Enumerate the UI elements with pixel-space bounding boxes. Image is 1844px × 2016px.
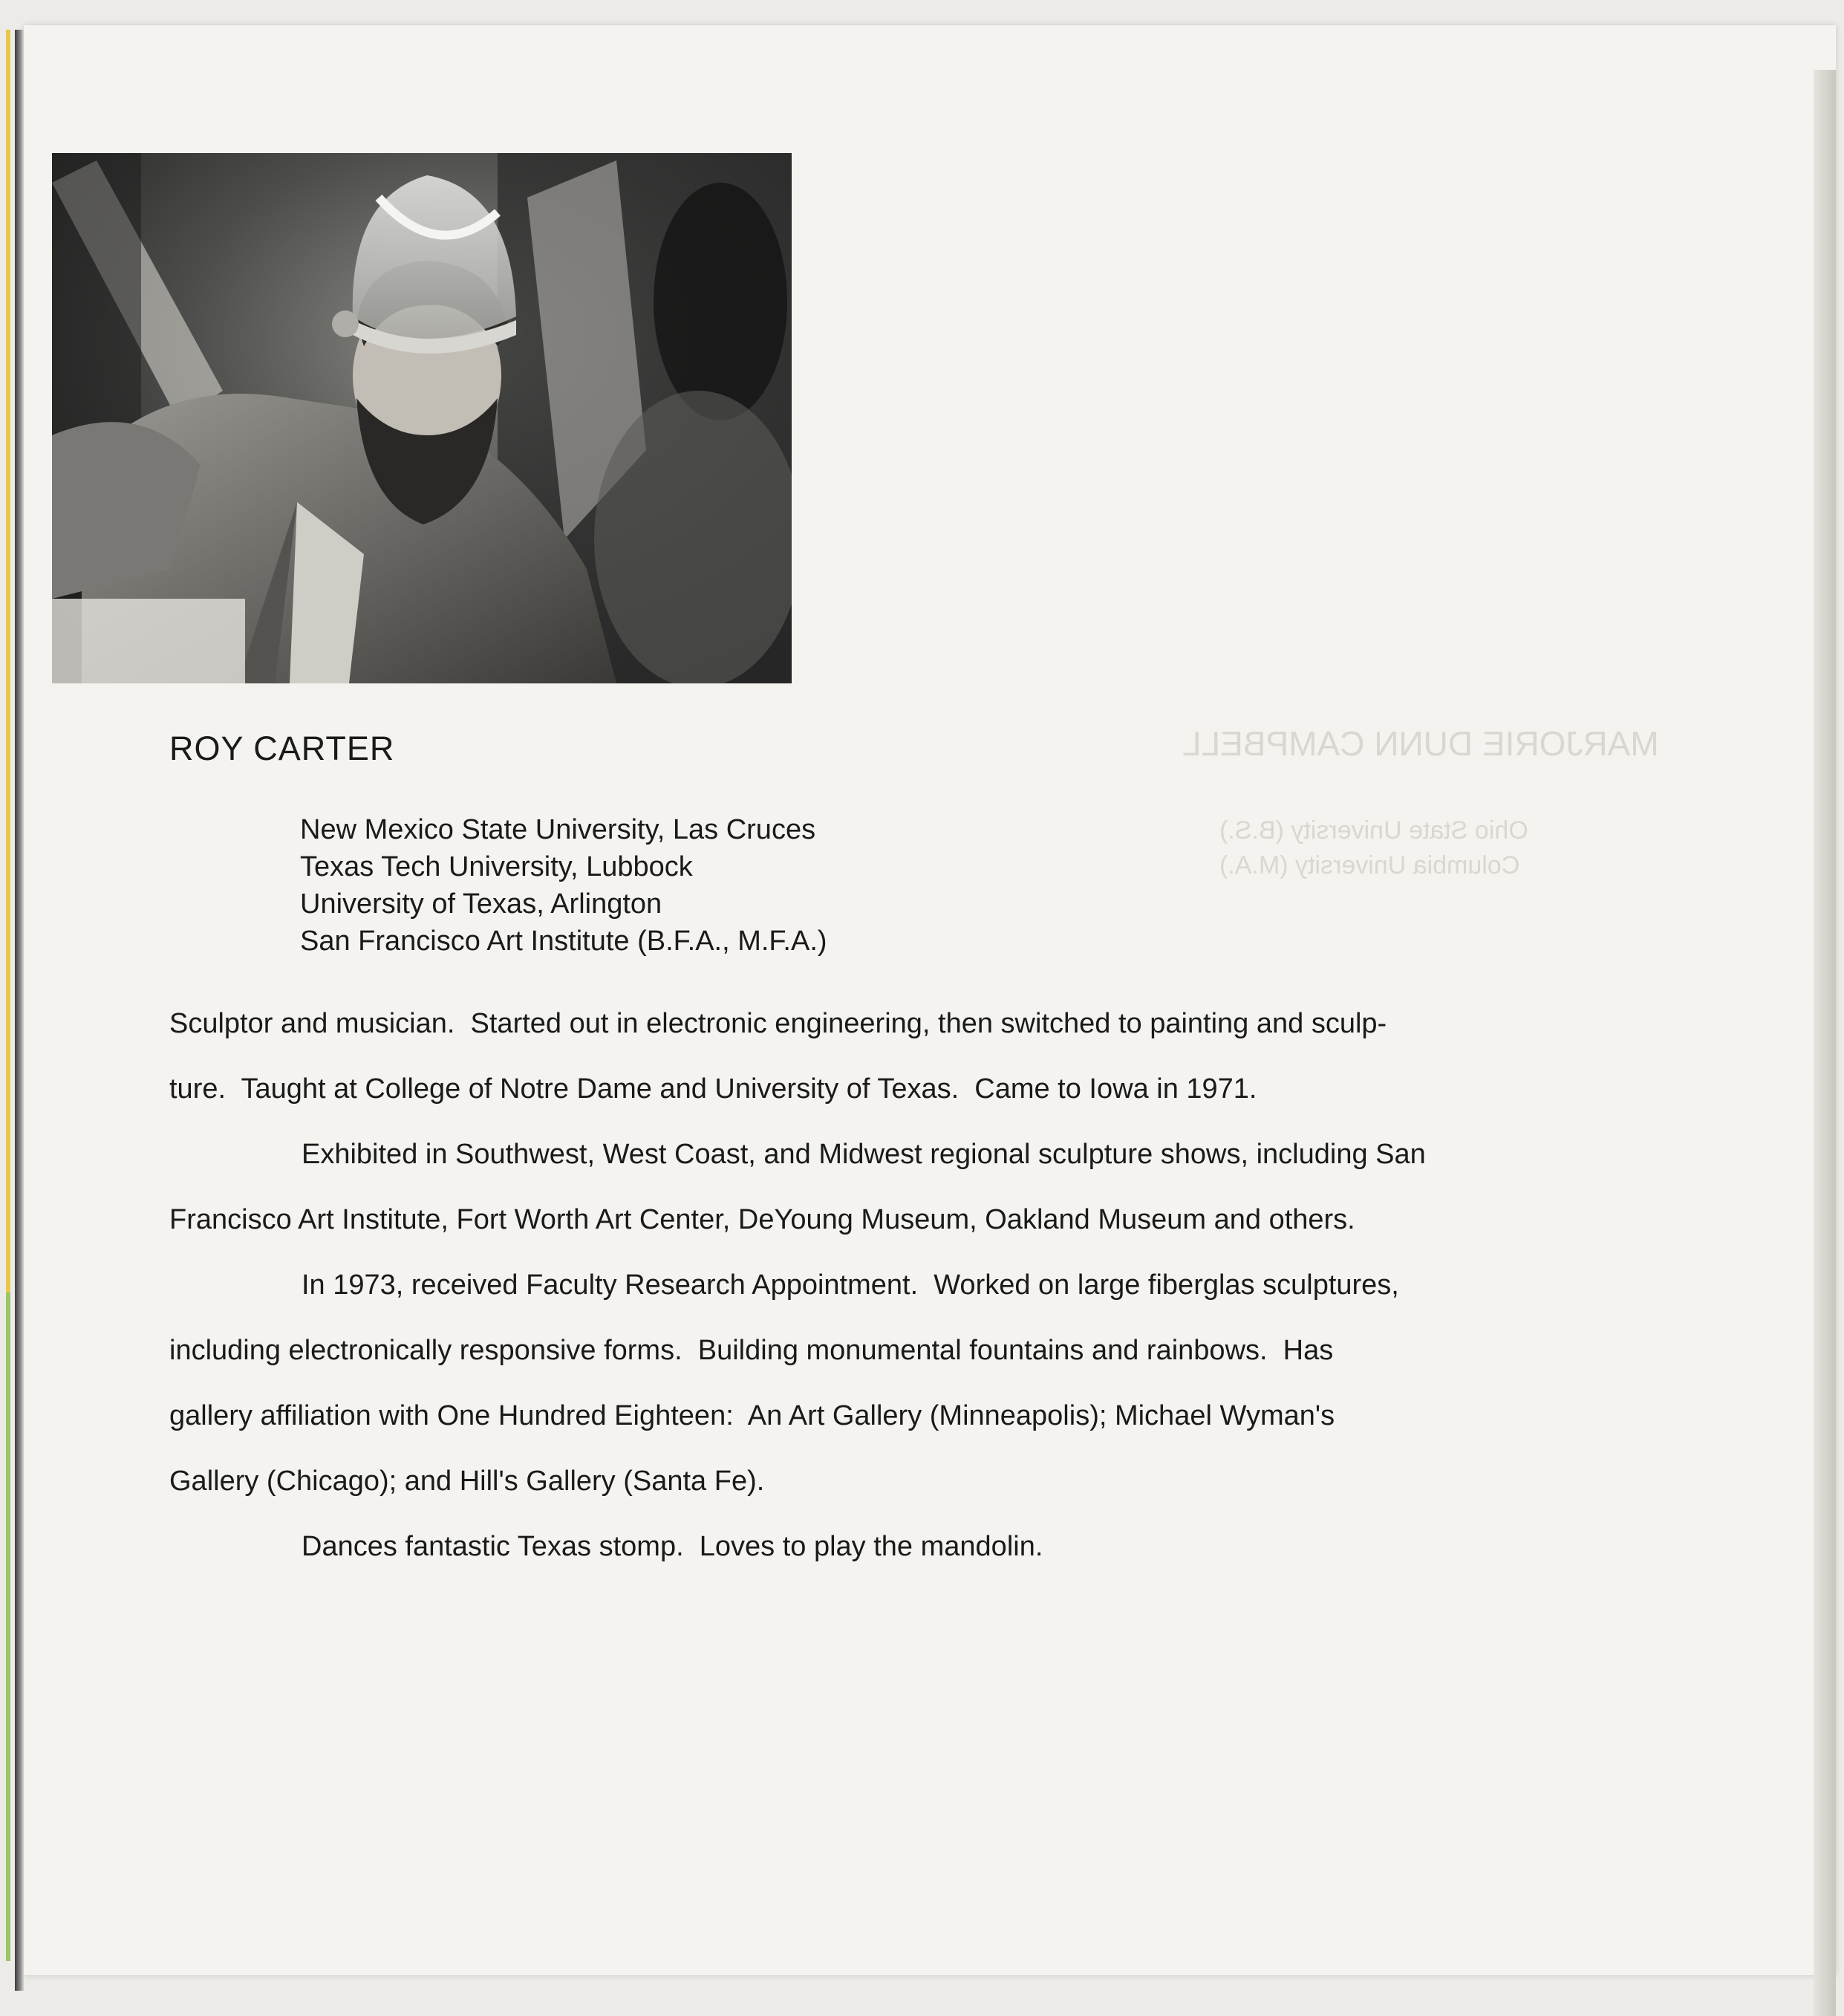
- bleed-through-title: MARJORIE DUNN CAMPBELL: [1182, 724, 1659, 763]
- spine-green-stripe: [6, 1292, 10, 1961]
- binding-spine: [15, 30, 24, 1991]
- bio-paragraph-2: Exhibited in Southwest, West Coast, and Midwest regional sculpture shows, including San Francisco Art Institute, Fort Worth Art Center, DeYoung Museum, Oakland Museum and others.: [169, 1139, 1426, 1235]
- bleed-through-line-2: Columbia University (M.A.): [1219, 851, 1520, 879]
- spine-yellow-stripe: [6, 30, 10, 1292]
- education-item: San Francisco Art Institute (B.F.A., M.F.A.): [300, 926, 827, 957]
- page-right-edge: [1814, 70, 1836, 2016]
- portrait-photo: [52, 153, 792, 683]
- biography: [169, 991, 1669, 1579]
- artist-name: ROY CARTER: [169, 729, 395, 767]
- bio-paragraph-4: Dances fantastic Texas stomp. Loves to play the mandolin.: [302, 1531, 1043, 1562]
- bleed-through-line-1: Ohio State University (B.S.): [1219, 816, 1528, 845]
- bio-paragraph-1: Sculptor and musician. Started out in electronic engineering, then switched to painting and sculp- ture. Taught at College of Notre Dame and University of Texas. Came to Iowa in 1971.: [169, 1008, 1387, 1105]
- education-item: University of Texas, Arlington: [300, 888, 662, 920]
- education-item: New Mexico State University, Las Cruces: [300, 814, 816, 845]
- booklet-page: [24, 25, 1836, 1975]
- education-item: Texas Tech University, Lubbock: [300, 851, 693, 882]
- education-list: [300, 811, 827, 960]
- bio-paragraph-3: In 1973, received Faculty Research Appointment. Worked on large fiberglas sculptures, including electronically responsive forms. Building monumental fountains and rainbows. Has gallery affiliation with One Hundred Eighteen: An Art Gallery (Minneapolis); Michael Wyman's Gallery (Chicago); and Hill's Gallery (Santa Fe).: [169, 1269, 1399, 1497]
